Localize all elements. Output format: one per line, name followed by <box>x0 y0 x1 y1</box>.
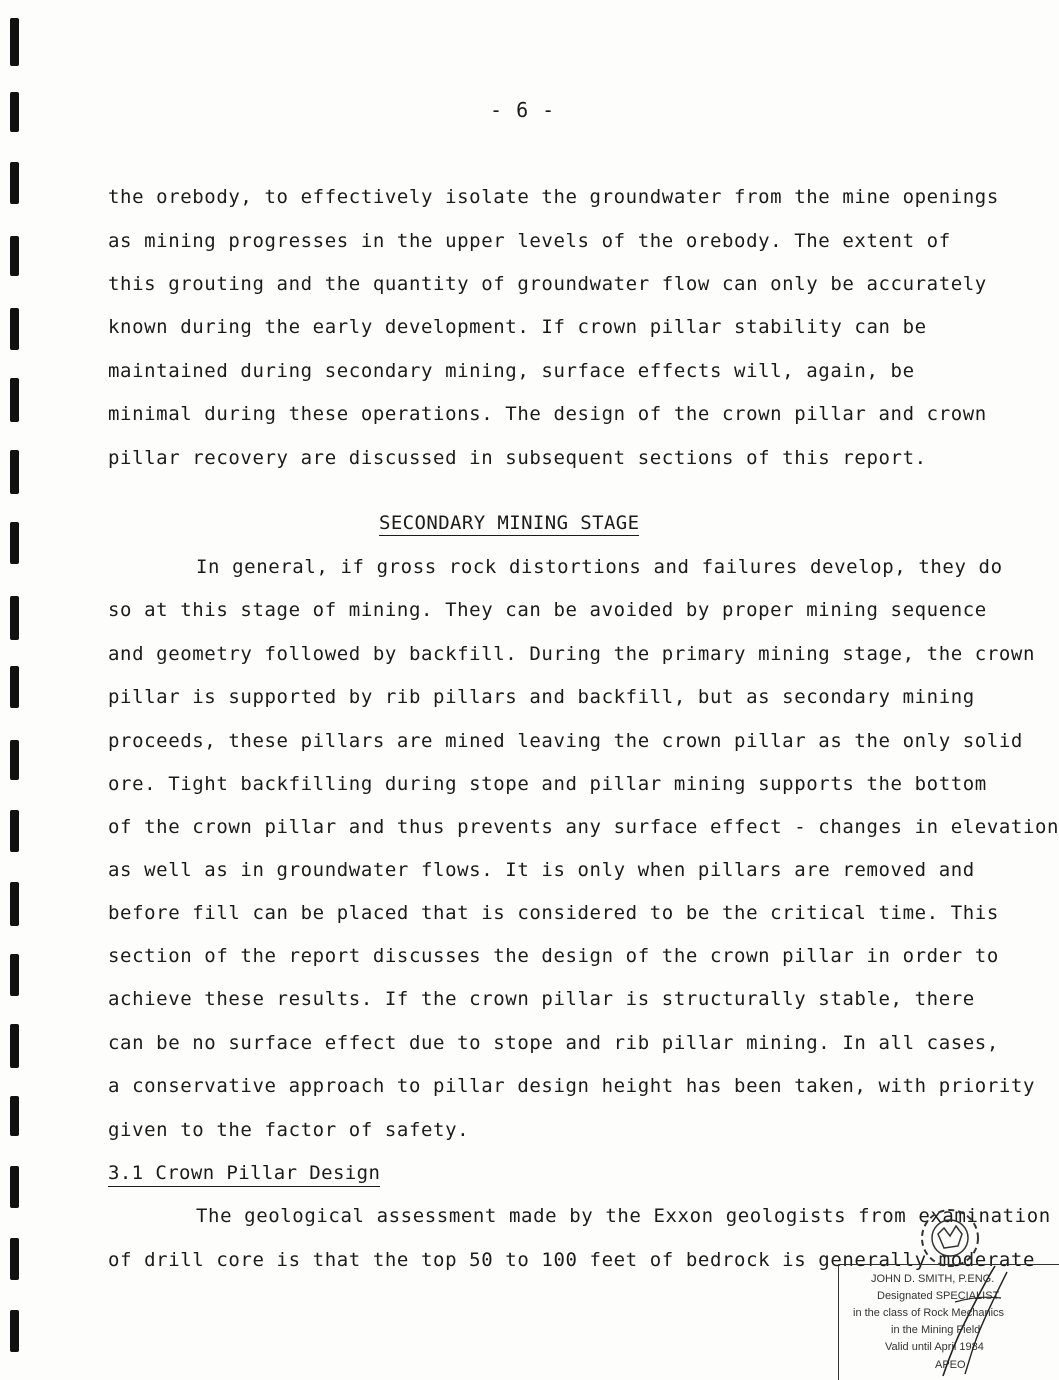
binding-mark <box>10 954 19 996</box>
binding-mark <box>10 522 19 564</box>
binding-mark <box>10 92 19 132</box>
binding-mark <box>10 1166 19 1208</box>
stamp-line: Valid until April 1984 <box>885 1341 984 1353</box>
text-line: given to the factor of safety. <box>108 1119 470 1141</box>
text-line: ore. Tight backfilling during stope and pillar mining supports the bottom <box>108 773 987 795</box>
text-line: can be no surface effect due to stope and rib pillar mining. In all cases, <box>108 1032 999 1054</box>
binding-mark <box>10 308 19 350</box>
stamp-name: JOHN D. SMITH, P.ENG. <box>871 1273 995 1285</box>
text-line: so at this stage of mining. They can be avoided by proper mining sequence <box>108 599 987 621</box>
text-line: The geological assessment made by the Exxon geologists from examination <box>196 1205 1051 1227</box>
signature-icon <box>925 1262 1015 1379</box>
text-line: this grouting and the quantity of groundwater flow can only be accurately <box>108 273 987 295</box>
binding-mark <box>10 1310 19 1352</box>
binding-mark <box>10 1024 19 1068</box>
binding-mark <box>10 378 19 422</box>
text-line: as mining progresses in the upper levels of the orebody. The extent of <box>108 230 951 252</box>
stamp-line: APEO <box>935 1359 966 1371</box>
text-line: proceeds, these pillars are mined leaving the crown pillar as the only solid <box>108 730 1023 752</box>
binding-mark <box>10 450 19 494</box>
text-line: section of the report discusses the design of the crown pillar in order to <box>108 945 999 967</box>
text-line: of drill core is that the top 50 to 100 feet of bedrock is generally moderate <box>108 1249 1035 1271</box>
text-line: a conservative approach to pillar design height has been taken, with priority <box>108 1075 1035 1097</box>
stamp-line: Designated SPECIALIST <box>877 1290 1000 1302</box>
binding-mark <box>10 882 19 926</box>
text-line: and geometry followed by backfill. During the primary mining stage, the crown <box>108 643 1035 665</box>
text-line: known during the early development. If crown pillar stability can be <box>108 316 927 338</box>
text-line: of the crown pillar and thus prevents any surface effect - changes in elevation <box>108 816 1059 838</box>
text-line: pillar is supported by rib pillars and backfill, but as secondary mining <box>108 686 975 708</box>
text-line: before fill can be placed that is considered to be the critical time. This <box>108 902 999 924</box>
text-line: as well as in groundwater flows. It is only when pillars are removed and <box>108 859 975 881</box>
stamp-line: in the class of Rock Mechanics <box>853 1307 1005 1319</box>
text-line: the orebody, to effectively isolate the groundwater from the mine openings <box>108 186 999 208</box>
stamp-line: in the Mining Field <box>891 1324 981 1336</box>
text-line: pillar recovery are discussed in subsequent sections of this report. <box>108 447 927 469</box>
text-line: minimal during these operations. The design of the crown pillar and crown <box>108 403 987 425</box>
binding-mark <box>10 596 19 640</box>
subsection-heading: 3.1 Crown Pillar Design <box>108 1162 380 1187</box>
binding-mark <box>10 810 19 852</box>
binding-mark <box>10 1238 19 1280</box>
binding-mark <box>10 18 19 66</box>
binding-mark <box>10 236 19 276</box>
binding-mark <box>10 162 19 204</box>
binding-mark <box>10 1096 19 1136</box>
binding-mark <box>10 666 19 708</box>
section-heading: SECONDARY MINING STAGE <box>379 512 640 534</box>
page-number: - 6 - <box>490 98 556 122</box>
text-line: achieve these results. If the crown pillar is structurally stable, there <box>108 988 975 1010</box>
text-line: In general, if gross rock distortions and failures develop, they do <box>196 556 1003 578</box>
text-line: maintained during secondary mining, surface effects will, again, be <box>108 360 915 382</box>
binding-mark <box>10 740 19 780</box>
